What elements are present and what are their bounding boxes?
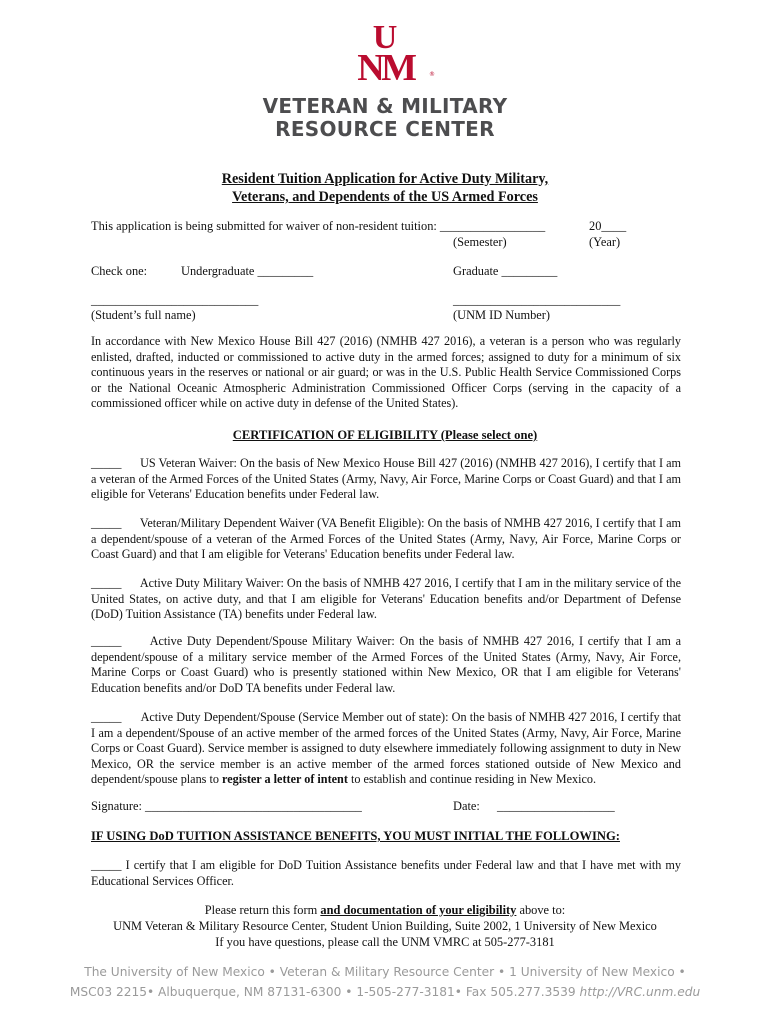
option-active-duty: [91, 576, 681, 623]
vmrc-address: UNM Veteran & Military Resource Center, Student Union Building, Suite 2002, 1 University of New Mexico: [113, 919, 657, 933]
org-name-line1: VETERAN & MILITARY: [262, 94, 508, 118]
vmrc-phone: If you have questions, please call the UNM VMRC at 505-277-3181: [215, 935, 555, 949]
footer-line1: The University of New Mexico • Veteran & Military Resource Center • 1 University of New Mexico •: [84, 965, 686, 979]
svg-text:U: U: [372, 19, 398, 56]
year-field[interactable]: 20____: [589, 219, 627, 233]
graduate-option[interactable]: Graduate _________: [453, 264, 558, 278]
option-blank[interactable]: _____: [91, 456, 122, 470]
documentation-emphasis: and documentation of your eligibility: [320, 903, 517, 917]
footer-url-link[interactable]: http://VRC.unm.edu: [579, 985, 701, 999]
unm-logo-icon: [335, 18, 435, 84]
student-name-field[interactable]: ___________________________: [91, 293, 259, 307]
svg-text:®: ®: [429, 71, 435, 78]
return-instructions: [0, 902, 770, 918]
option-text: US Veteran Waiver: On the basis of New Mexico House Bill 427 (2016) (NMHB 427 2016), I certify that I am a veteran of the Armed Forces of the United States (Army, Navy, Air Force, Marine Corps or Coast Guard) and that I am eligible for Veterans' Education benefits under Federal law.: [91, 456, 681, 501]
signature-field[interactable]: Signature: ___________________________________: [91, 799, 362, 813]
tuition-assistance-heading: IF USING DoD TUITION ASSISTANCE BENEFITS, YOU MUST INITIAL THE FOLLOWING:: [91, 829, 620, 843]
unm-logo: [0, 18, 770, 89]
option-text: Veteran/Military Dependent Waiver (VA Benefit Eligible): On the basis of NMHB 427 2016, I certify that I am a dependent/spouse of a veteran of the Armed Forces of the United States (Army, Navy, Air Force, Marine Corps or Coast Guard) and that I am eligible for Veterans' Education benefits under Federal law.: [91, 516, 682, 561]
form-title-line1: Resident Tuition Application for Active Duty Military,: [221, 171, 549, 187]
unm-id-caption: (UNM ID Number): [453, 308, 551, 322]
tuition-assistance-certification[interactable]: _____ I certify that I am eligible for DoD Tuition Assistance benefits under Federal law and that I have met with my Educational Services Officer.: [91, 858, 681, 888]
student-name-caption: (Student’s full name): [91, 308, 196, 322]
year-caption: (Year): [589, 235, 621, 249]
option-blank[interactable]: _____: [91, 634, 122, 648]
option-text: Active Duty Military Waiver: On the basis of NMHB 427 2016, I certify that I am in the military service of the United States, on active duty, and that I am eligible for Veterans' Education benefits and/or Department of Defense (DoD) Tuition Assistance (TA) benefits under Federal law.: [91, 576, 682, 621]
svg-text:N: N: [357, 47, 385, 84]
option-out-of-state-dependent: [91, 710, 681, 788]
option-text-tail: to establish and continue residing in New Mexico.: [347, 772, 597, 786]
unm-id-field[interactable]: ___________________________: [453, 293, 621, 307]
form-title-line2: Veterans, and Dependents of the US Armed Forces: [232, 189, 538, 205]
footer-line2: [0, 982, 770, 1002]
certification-heading: CERTIFICATION OF ELIGIBILITY (Please select one): [232, 428, 538, 442]
date-label: Date:: [453, 799, 480, 813]
option-us-veteran: [91, 456, 681, 503]
org-name-line2: RESOURCE CENTER: [275, 117, 495, 141]
option-blank[interactable]: _____: [91, 710, 122, 724]
return-text: Please return this form: [204, 903, 321, 917]
option-text: Active Duty Dependent/Spouse (Service Member out of state): On the basis of NMHB 427 2016, I certify that I am a dependent/Spouse of an active member of the armed forces of the United States (Army, Navy, Air Force, Marine Corps or Coast Guard). Service member is assigned to duty elsewhere immediately following assignment to duty in New Mexico, OR the service member is an active member of the armed forces stationed outside of New Mexico and dependent/spouse plans to: [91, 710, 681, 786]
check-one-label: Check one:: [91, 264, 148, 278]
veteran-definition-paragraph: In accordance with New Mexico House Bill 427 (2016) (NMHB 427 2016), a veteran is a person who was regularly enlisted, drafted, inducted or commissioned to active duty in the armed forces; assigned to duty for a minimum of six continuous years in the reserves or national or air guard; or was in the U.S. Public Health Service Commissioned Corps or the National Oceanic Atmospheric Administration Commissioned Officer Corps (serving in the capacity of a commissioned officer while on active duty in defense of the United States).: [91, 334, 681, 410]
footer-address: MSC03 2215• Albuquerque, NM 87131-6300 • 1-505-277-3181• Fax 505.277.3539: [69, 985, 580, 999]
undergraduate-option[interactable]: Undergraduate _________: [181, 264, 314, 278]
return-text-tail: above to:: [516, 903, 566, 917]
date-field[interactable]: ___________________: [497, 799, 615, 813]
letter-of-intent-emphasis: register a letter of intent: [222, 772, 348, 786]
svg-text:M: M: [381, 47, 417, 84]
option-text: Active Duty Dependent/Spouse Military Waiver: On the basis of NMHB 427 2016, I certify that I am a dependent/spouse of a military service member of the Armed Forces of the United States (Army, Navy, Air Force, Marine Corps or Coast Guard) who is presently stationed within New Mexico, OR that I am eligible for Veterans' Education benefits and/or DoD TA benefits under Federal law.: [91, 634, 681, 695]
semester-caption: (Semester): [453, 235, 507, 249]
option-blank[interactable]: _____: [91, 516, 122, 530]
option-active-dependent: [91, 634, 681, 696]
waiver-statement[interactable]: This application is being submitted for waiver of non-resident tuition: _________________: [91, 219, 546, 233]
option-blank[interactable]: _____: [91, 576, 122, 590]
option-dependent-va: [91, 516, 681, 563]
